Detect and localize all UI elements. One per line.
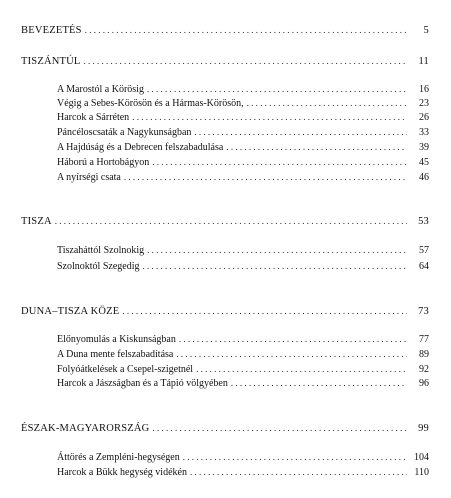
dot-leader	[247, 96, 407, 110]
page-number: 96	[419, 378, 429, 389]
dot-leader	[194, 125, 407, 139]
section-title: TISZA	[21, 216, 52, 227]
dot-leader	[147, 82, 407, 96]
page-number: 64	[419, 261, 429, 272]
toc-entry	[57, 140, 429, 154]
page-number: 89	[419, 349, 429, 360]
toc-entry	[57, 96, 429, 110]
section-title: BEVEZETÉS	[21, 25, 82, 36]
dot-leader	[143, 259, 408, 273]
toc-entry	[57, 170, 429, 184]
toc-section-tisza	[21, 214, 429, 228]
page-number: 99	[418, 423, 429, 434]
page-number: 33	[419, 127, 429, 138]
dot-leader	[152, 155, 407, 169]
section-title: TISZÁNTÚL	[21, 56, 81, 67]
dot-leader	[176, 347, 407, 361]
dot-leader	[122, 304, 407, 318]
dot-leader	[190, 465, 407, 479]
page-number: 73	[418, 306, 429, 317]
entry-title: Harcok a Sárréten	[57, 112, 130, 123]
page-number: 16	[419, 84, 429, 95]
toc-entry	[57, 125, 429, 139]
page-number: 104	[414, 452, 429, 463]
dot-leader	[55, 214, 407, 228]
entry-title: Páncéloscsaták a Nagykunságban	[57, 127, 192, 138]
entry-title: Tiszaháttól Szolnokig	[57, 245, 145, 256]
entry-title: Áttörés a Zempléni-hegységen	[57, 452, 180, 463]
entry-title: A Marostól a Körösig	[57, 84, 144, 95]
toc-section-bevezetes	[21, 23, 429, 37]
page-number: 11	[418, 56, 429, 67]
dot-leader	[196, 362, 407, 376]
page-number: 23	[419, 98, 429, 109]
dot-leader	[183, 450, 407, 464]
entry-title: A Hajdúság és a Debrecen felszabadulása	[57, 142, 224, 153]
entry-title: Folyóátkelések a Csepel-szigetnél	[57, 364, 194, 375]
toc-entry	[57, 362, 429, 376]
entry-title: Szolnoktól Szegedig	[57, 261, 140, 272]
section-title: DUNA–TISZA KÖZE	[21, 306, 120, 317]
entry-title: Harcok a Bükk hegység vidékén	[57, 467, 187, 478]
toc-entry	[57, 82, 429, 96]
page-number: 53	[418, 216, 429, 227]
dot-leader	[226, 140, 407, 154]
page-number: 26	[419, 112, 429, 123]
toc-entry	[57, 110, 429, 124]
entry-title: Harcok a Jászságban és a Tápió völgyében	[57, 378, 228, 389]
dot-leader	[231, 376, 407, 390]
page-number: 92	[419, 364, 429, 375]
toc-entry	[57, 376, 429, 390]
page-number: 77	[419, 334, 429, 345]
dot-leader	[85, 23, 407, 37]
page-number: 39	[419, 142, 429, 153]
toc-entry	[57, 332, 429, 346]
toc-section-eszak-magyarorszag	[21, 421, 429, 435]
dot-leader	[147, 243, 407, 257]
section-title: ÉSZAK-MAGYARORSZÁG	[21, 423, 150, 434]
entry-title: Háború a Hortobágyon	[57, 157, 150, 168]
dot-leader	[152, 421, 407, 435]
toc-entry	[57, 450, 429, 464]
toc-entry	[57, 259, 429, 273]
entry-title: A nyírségi csata	[57, 172, 121, 183]
toc-entry	[57, 243, 429, 257]
dot-leader	[84, 54, 407, 68]
entry-title: Előnyomulás a Kiskunságban	[57, 334, 176, 345]
page-number: 45	[419, 157, 429, 168]
toc-section-tiszantul	[21, 54, 429, 68]
toc-entry	[57, 347, 429, 361]
dot-leader	[124, 170, 407, 184]
toc-entry	[57, 155, 429, 169]
page-number: 57	[419, 245, 429, 256]
toc-section-duna-tisza-koze	[21, 304, 429, 318]
page-number: 5	[423, 25, 429, 36]
entry-title: A Duna mente felszabadítása	[57, 349, 174, 360]
dot-leader	[132, 110, 407, 124]
toc-entry	[57, 465, 429, 479]
page-number: 110	[414, 467, 429, 478]
dot-leader	[179, 332, 407, 346]
entry-title: Végig a Sebes-Körösön és a Hármas-Körösön,	[57, 98, 244, 109]
page-number: 46	[419, 172, 429, 183]
